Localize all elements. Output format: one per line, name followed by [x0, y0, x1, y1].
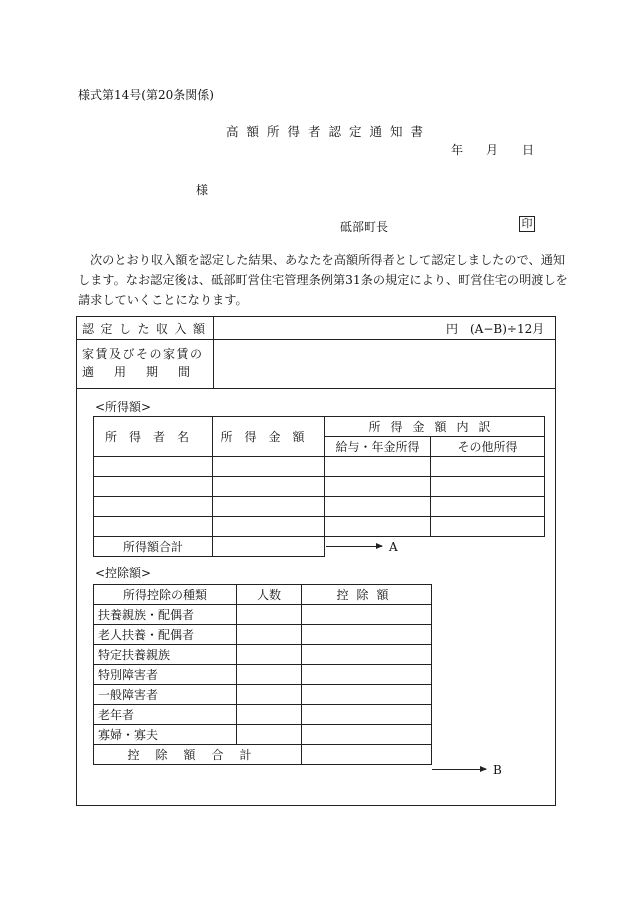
income-name-cell[interactable]: [94, 477, 213, 497]
income-name-cell[interactable]: [94, 497, 213, 517]
body-line: 次のとおり収入額を認定した結果、あなたを高額所得者として認定しましたので、通知: [90, 253, 566, 267]
table-row: [94, 517, 545, 537]
deduction-header-type: 所得控除の種類: [94, 585, 237, 605]
deduction-count-cell[interactable]: [237, 665, 302, 685]
seal-mark: 印: [519, 216, 535, 232]
income-header-breakdown: 所得金額内訳: [325, 417, 545, 437]
table-row: [94, 625, 432, 645]
income-name-cell[interactable]: [94, 457, 213, 477]
marker-b: B: [493, 763, 502, 777]
income-name-cell[interactable]: [94, 517, 213, 537]
table-row: [94, 457, 545, 477]
deduction-total-label: 控除額合計: [94, 745, 302, 765]
certified-income-formula: 円 (A−B)÷12月: [446, 322, 545, 336]
date-month-label: 月: [486, 143, 499, 157]
table-row: [94, 685, 432, 705]
income-salary-cell[interactable]: [325, 457, 431, 477]
date-year-label: 年: [451, 143, 464, 157]
body-line: 請求していくことになります。: [78, 293, 248, 307]
rent-period-label-line2: 適用期間: [82, 365, 211, 379]
income-amount-cell[interactable]: [213, 497, 325, 517]
table-row: [94, 605, 432, 625]
blank-cell: [431, 537, 545, 557]
table-row: [94, 705, 432, 725]
deduction-count-cell[interactable]: [237, 645, 302, 665]
table-row: [94, 665, 432, 685]
deduction-type-label: 扶養親族・配偶者: [94, 605, 237, 625]
deduction-type-label: 特別障害者: [94, 665, 237, 685]
summary-bottom-line: [76, 388, 556, 389]
deduction-section-label: <控除額>: [95, 566, 152, 580]
income-other-cell[interactable]: [431, 477, 545, 497]
income-header-salary: 給与・年金所得: [325, 437, 431, 457]
deduction-type-label: 一般障害者: [94, 685, 237, 705]
date-day-label: 日: [522, 143, 535, 157]
marker-a: A: [389, 540, 398, 554]
deduction-type-label: 寡婦・寡夫: [94, 725, 237, 745]
table-row: [94, 497, 545, 517]
income-other-cell[interactable]: [431, 517, 545, 537]
income-table: [93, 416, 545, 557]
deduction-count-cell[interactable]: [237, 685, 302, 705]
income-section-label: <所得額>: [95, 400, 152, 414]
document-title: 高額所得者認定通知書: [226, 124, 432, 139]
deduction-amount-cell[interactable]: [302, 665, 432, 685]
sender-name: 砥部町長: [340, 220, 389, 234]
rent-period-label-line1: 家賃及びその家賃の: [82, 347, 204, 361]
income-amount-cell[interactable]: [213, 517, 325, 537]
deduction-amount-cell[interactable]: [302, 645, 432, 665]
deduction-amount-cell[interactable]: [302, 605, 432, 625]
deduction-total-cell[interactable]: [302, 745, 432, 765]
deduction-amount-cell[interactable]: [302, 625, 432, 645]
deduction-type-label: 老人扶養・配偶者: [94, 625, 237, 645]
deduction-table: [93, 584, 432, 765]
table-row: [94, 725, 432, 745]
income-salary-cell[interactable]: [325, 477, 431, 497]
deduction-amount-cell[interactable]: [302, 725, 432, 745]
table-row: [94, 477, 545, 497]
deduction-type-label: 特定扶養親族: [94, 645, 237, 665]
income-header-amount: 所得金額: [213, 417, 325, 457]
income-total-label: 所得額合計: [94, 537, 213, 557]
income-other-cell[interactable]: [431, 497, 545, 517]
summary-divider: [76, 339, 556, 340]
deduction-count-cell[interactable]: [237, 625, 302, 645]
summary-column-divider: [213, 316, 214, 388]
body-paragraph: [78, 250, 568, 310]
body-line: します。なお認定後は、砥部町営住宅管理条例第31条の規定により、町営住宅の明渡しを: [78, 273, 568, 287]
deduction-header-amount: 控除額: [302, 585, 432, 605]
income-amount-cell[interactable]: [213, 477, 325, 497]
deduction-amount-cell[interactable]: [302, 705, 432, 725]
income-amount-cell[interactable]: [213, 457, 325, 477]
arrow-to-a-icon: [326, 546, 382, 547]
deduction-count-cell[interactable]: [237, 705, 302, 725]
income-header-name: 所得者名: [94, 417, 213, 457]
deduction-header-count: 人数: [237, 585, 302, 605]
income-header-other: その他所得: [431, 437, 545, 457]
deduction-count-cell[interactable]: [237, 725, 302, 745]
certified-income-label: 認定した収入額: [82, 322, 212, 336]
income-salary-cell[interactable]: [325, 517, 431, 537]
deduction-count-cell[interactable]: [237, 605, 302, 625]
deduction-type-label: 老年者: [94, 705, 237, 725]
addressee-suffix: 様: [196, 183, 209, 197]
form-number: 様式第14号(第20条関係): [78, 88, 214, 102]
deduction-amount-cell[interactable]: [302, 685, 432, 705]
table-row: [94, 645, 432, 665]
income-total-cell[interactable]: [213, 537, 325, 557]
income-other-cell[interactable]: [431, 457, 545, 477]
arrow-to-b-icon: [432, 769, 486, 770]
income-salary-cell[interactable]: [325, 497, 431, 517]
